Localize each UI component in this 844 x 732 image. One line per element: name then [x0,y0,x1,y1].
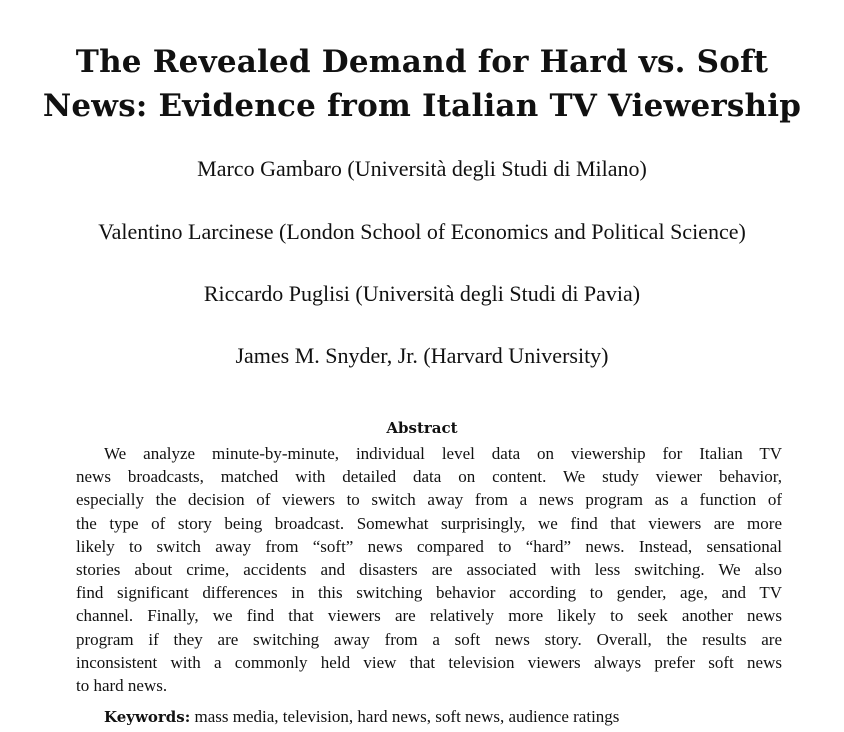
abstract-line: find significant differences in this switching behavior according to gender, age, and TV [76,583,782,603]
paper-title-line-1: The Revealed Demand for Hard vs. Soft [75,44,769,80]
author-2: Valentino Larcinese (London School of Economics and Political Science) [98,219,746,244]
paper-title [0,40,844,128]
abstract-line: inconsistent with a commonly held view that television viewers always prefer soft news [76,652,782,672]
abstract-line: to hard news. [76,675,168,695]
abstract-line: channel. Finally, we find that viewers are relatively more likely to seek another news [76,606,782,626]
abstract-line: program if they are switching away from a soft news story. Overall, the results are [76,629,782,649]
keywords-line [104,706,619,728]
abstract-body [76,442,782,697]
paper-title-line-2: News: Evidence from Italian TV Viewership [42,88,802,124]
abstract-heading: Abstract [386,419,458,437]
abstract-line: likely to switch away from “soft” news compared to “hard” news. Instead, sensational [76,536,782,556]
abstract-line: stories about crime, accidents and disasters are associated with less switching. We also [76,559,782,579]
abstract-line: We analyze minute-by-minute, individual level data on viewership for Italian TV [104,444,782,463]
keywords-text: mass media, television, hard news, soft news, audience ratings [194,707,620,726]
abstract-line: especially the decision of viewers to switch away from a news program as a function of [76,490,782,510]
abstract-line: the type of story being broadcast. Somewhat surprisingly, we find that viewers are more [76,513,782,533]
keywords-label: Keywords: [104,708,191,726]
abstract-line: news broadcasts, matched with detailed data on content. We study viewer behavior, [76,467,782,487]
author-4: James M. Snyder, Jr. (Harvard University) [235,343,609,368]
author-1: Marco Gambaro (Università degli Studi di Milano) [197,156,647,181]
author-3: Riccardo Puglisi (Università degli Studi di Pavia) [203,281,641,306]
